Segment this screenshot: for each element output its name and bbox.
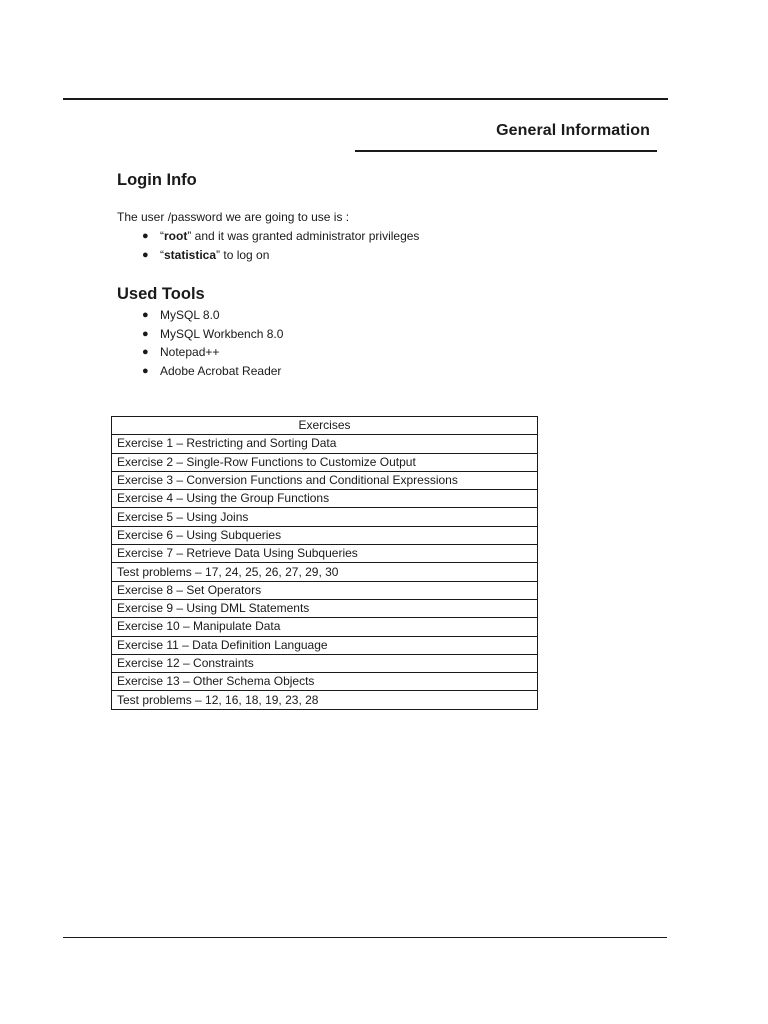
quote-open: “ xyxy=(160,247,164,262)
table-cell: Test problems – 17, 24, 25, 26, 27, 29, 30 xyxy=(112,563,538,581)
used-tools-heading: Used Tools xyxy=(117,285,205,303)
exercises-table xyxy=(111,416,538,710)
section-title: General Information xyxy=(496,122,650,139)
table-row xyxy=(112,563,538,581)
top-rule xyxy=(63,98,668,100)
table-header-row xyxy=(112,417,538,435)
password-statistica: statistica xyxy=(164,247,217,262)
table-row xyxy=(112,599,538,617)
table-cell: Exercise 8 – Set Operators xyxy=(112,581,538,599)
list-item xyxy=(142,343,283,362)
table-row xyxy=(112,435,538,453)
title-underline xyxy=(355,150,657,152)
tool-name: Notepad++ xyxy=(160,345,220,359)
tools-list xyxy=(142,306,284,380)
table-row xyxy=(112,508,538,526)
table-cell: Exercise 2 – Single-Row Functions to Customize Output xyxy=(112,453,538,471)
list-item xyxy=(142,306,283,325)
list-item xyxy=(142,325,284,344)
table-row xyxy=(112,654,538,672)
table-row xyxy=(112,453,538,471)
table-cell: Exercise 6 – Using Subqueries xyxy=(112,526,538,544)
table-cell: Exercise 11 – Data Definition Language xyxy=(112,636,538,654)
bullet-icon: ● xyxy=(142,346,149,358)
table-row xyxy=(112,691,538,709)
bottom-rule xyxy=(63,937,667,938)
table-cell: Exercise 10 – Manipulate Data xyxy=(112,618,538,636)
login-intro-text: The user /password we are going to use is : xyxy=(117,210,350,224)
table-cell: Exercise 5 – Using Joins xyxy=(112,508,538,526)
table-row xyxy=(112,545,538,563)
table-row xyxy=(112,490,538,508)
login-info-heading: Login Info xyxy=(117,171,197,189)
list-item xyxy=(142,362,283,381)
tool-name: Adobe Acrobat Reader xyxy=(160,363,282,378)
table-cell: Exercise 7 – Retrieve Data Using Subqueries xyxy=(112,545,538,563)
bullet-icon: ● xyxy=(142,230,149,242)
item-text: ” to log on xyxy=(216,247,270,262)
table-row xyxy=(112,526,538,544)
table-cell: Exercise 9 – Using DML Statements xyxy=(112,599,538,617)
table-cell: Exercise 1 – Restricting and Sorting Data xyxy=(112,435,538,453)
table-row xyxy=(112,471,538,489)
bullet-icon: ● xyxy=(142,248,149,261)
bullet-icon: ● xyxy=(142,364,149,377)
table-row xyxy=(112,581,538,599)
table-cell: Exercise 13 – Other Schema Objects xyxy=(112,673,538,691)
table-cell: Exercise 12 – Constraints xyxy=(112,654,538,672)
bullet-icon: ● xyxy=(142,327,149,340)
tool-name: MySQL 8.0 xyxy=(160,308,220,322)
table-cell: Exercise 4 – Using the Group Functions xyxy=(112,490,538,508)
list-item xyxy=(142,246,419,265)
table-row xyxy=(112,618,538,636)
tool-name: MySQL Workbench 8.0 xyxy=(160,326,284,341)
list-item xyxy=(142,227,420,246)
table-cell: Exercise 3 – Conversion Functions and Conditional Expressions xyxy=(112,471,538,489)
bullet-icon: ● xyxy=(142,309,149,321)
item-text: ” and it was granted administrator privileges xyxy=(187,229,420,243)
username-root: root xyxy=(164,229,188,243)
table-cell: Test problems – 12, 16, 18, 19, 23, 28 xyxy=(112,691,538,709)
table-row xyxy=(112,673,538,691)
table-header: Exercises xyxy=(112,417,538,435)
login-list xyxy=(142,227,420,264)
table-row xyxy=(112,636,538,654)
quote-open: “ xyxy=(160,229,164,243)
